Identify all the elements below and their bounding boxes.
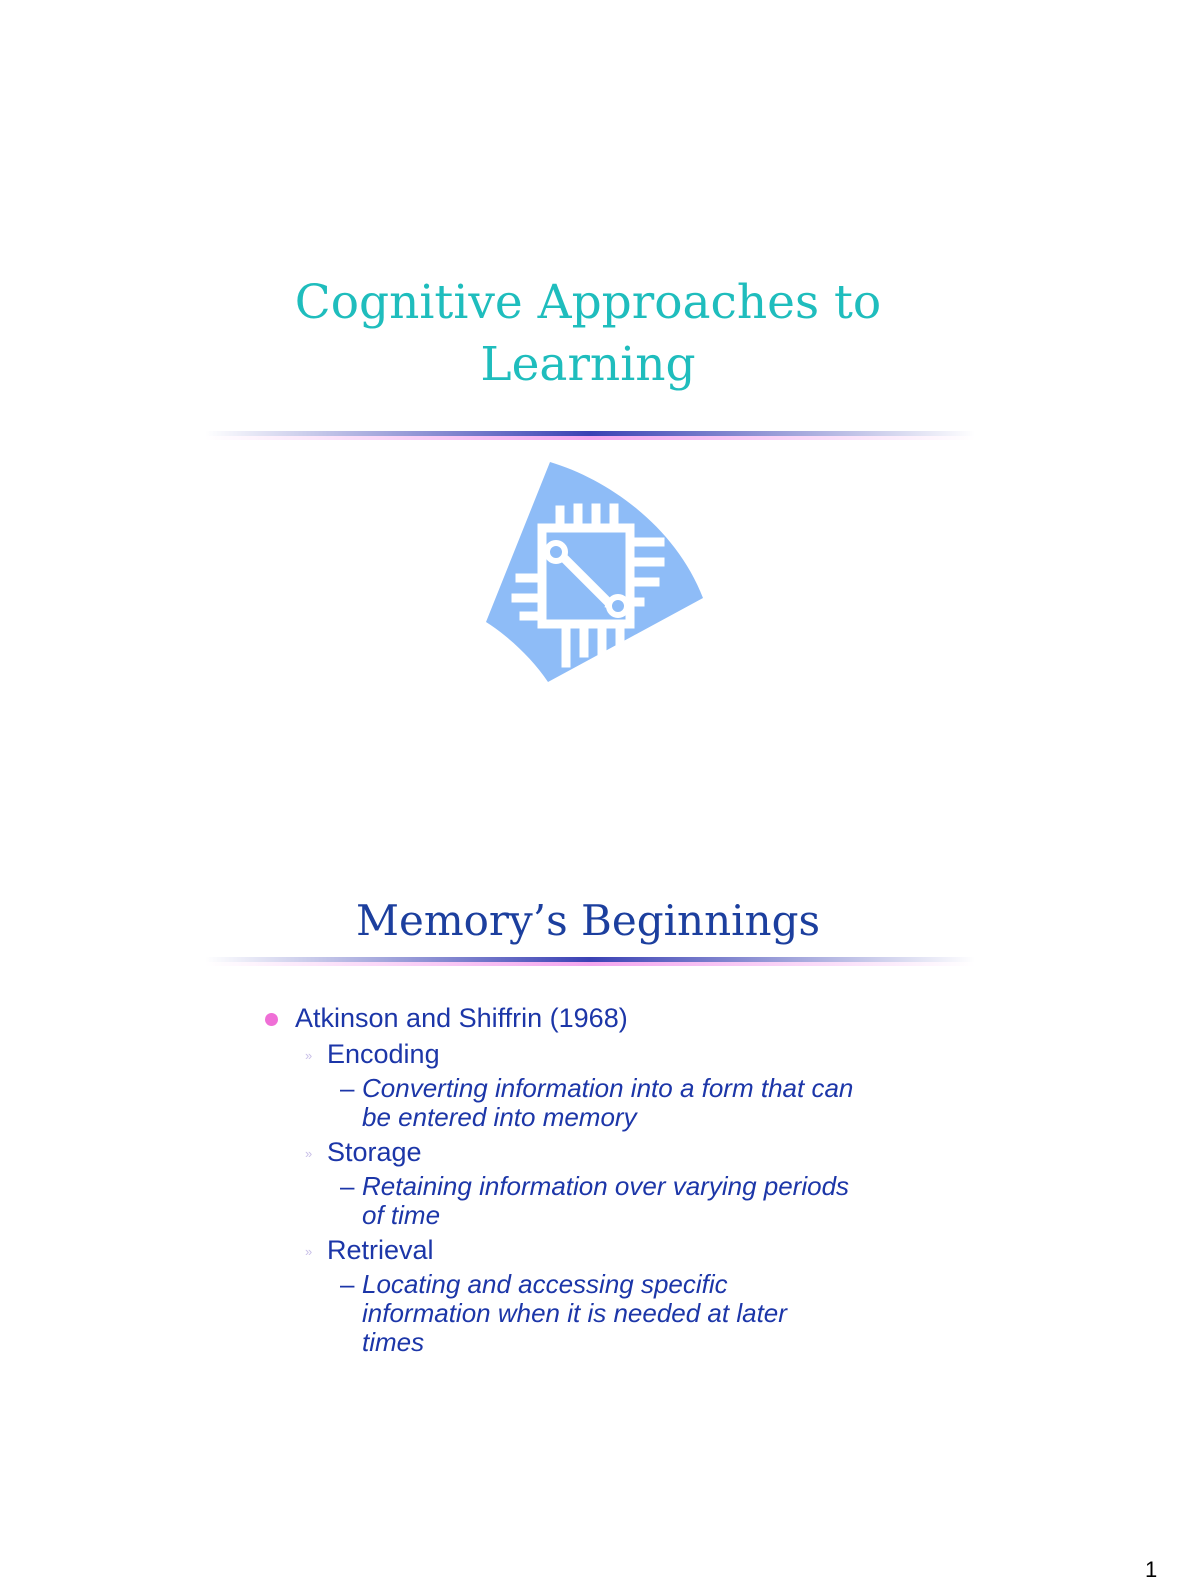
slide-1-title [200,272,976,396]
detail-line-1: Converting information into a form that can [362,1073,854,1103]
slide-2-title: Memory’s Beginnings [355,896,821,945]
stage-label: Encoding [327,1039,440,1069]
bullet-atkinson-shiffrin [265,1002,965,1034]
stage-label: Retrieval [327,1235,434,1265]
sub-bullet-chevron-icon: » [305,1244,313,1259]
memory-stages-list [265,1002,965,1357]
detail-line-2: information when it is needed at later [362,1298,787,1328]
stage-encoding-detail [265,1074,965,1132]
detail-line-2: of time [362,1200,441,1230]
bullet-text: Atkinson and Shiffrin (1968) [295,1003,628,1033]
detail-dash: – [340,1269,355,1299]
detail-line-3: times [362,1327,425,1357]
stage-storage [265,1136,965,1168]
page-number: 1 [1145,1557,1158,1582]
title-divider-2 [205,957,975,967]
sub-bullet-chevron-icon: » [305,1048,313,1063]
stage-storage-detail [265,1172,965,1230]
title-divider-1 [205,431,975,441]
circuit-chip-icon [480,458,710,688]
detail-dash: – [340,1171,355,1201]
slide-1-title-line-1: Cognitive Approaches to [294,275,882,330]
stage-retrieval-detail [265,1270,965,1357]
detail-line-1: Locating and accessing specific [362,1269,728,1299]
stage-label: Storage [327,1137,422,1167]
slide-1-title-line-2: Learning [480,337,696,392]
bullet-dot-icon [265,1013,278,1026]
stage-encoding [265,1038,965,1070]
stage-retrieval [265,1234,965,1266]
sub-bullet-chevron-icon: » [305,1146,313,1161]
detail-line-1: Retaining information over varying periods [362,1171,850,1201]
detail-dash: – [340,1073,355,1103]
detail-line-2: be entered into memory [362,1102,637,1132]
